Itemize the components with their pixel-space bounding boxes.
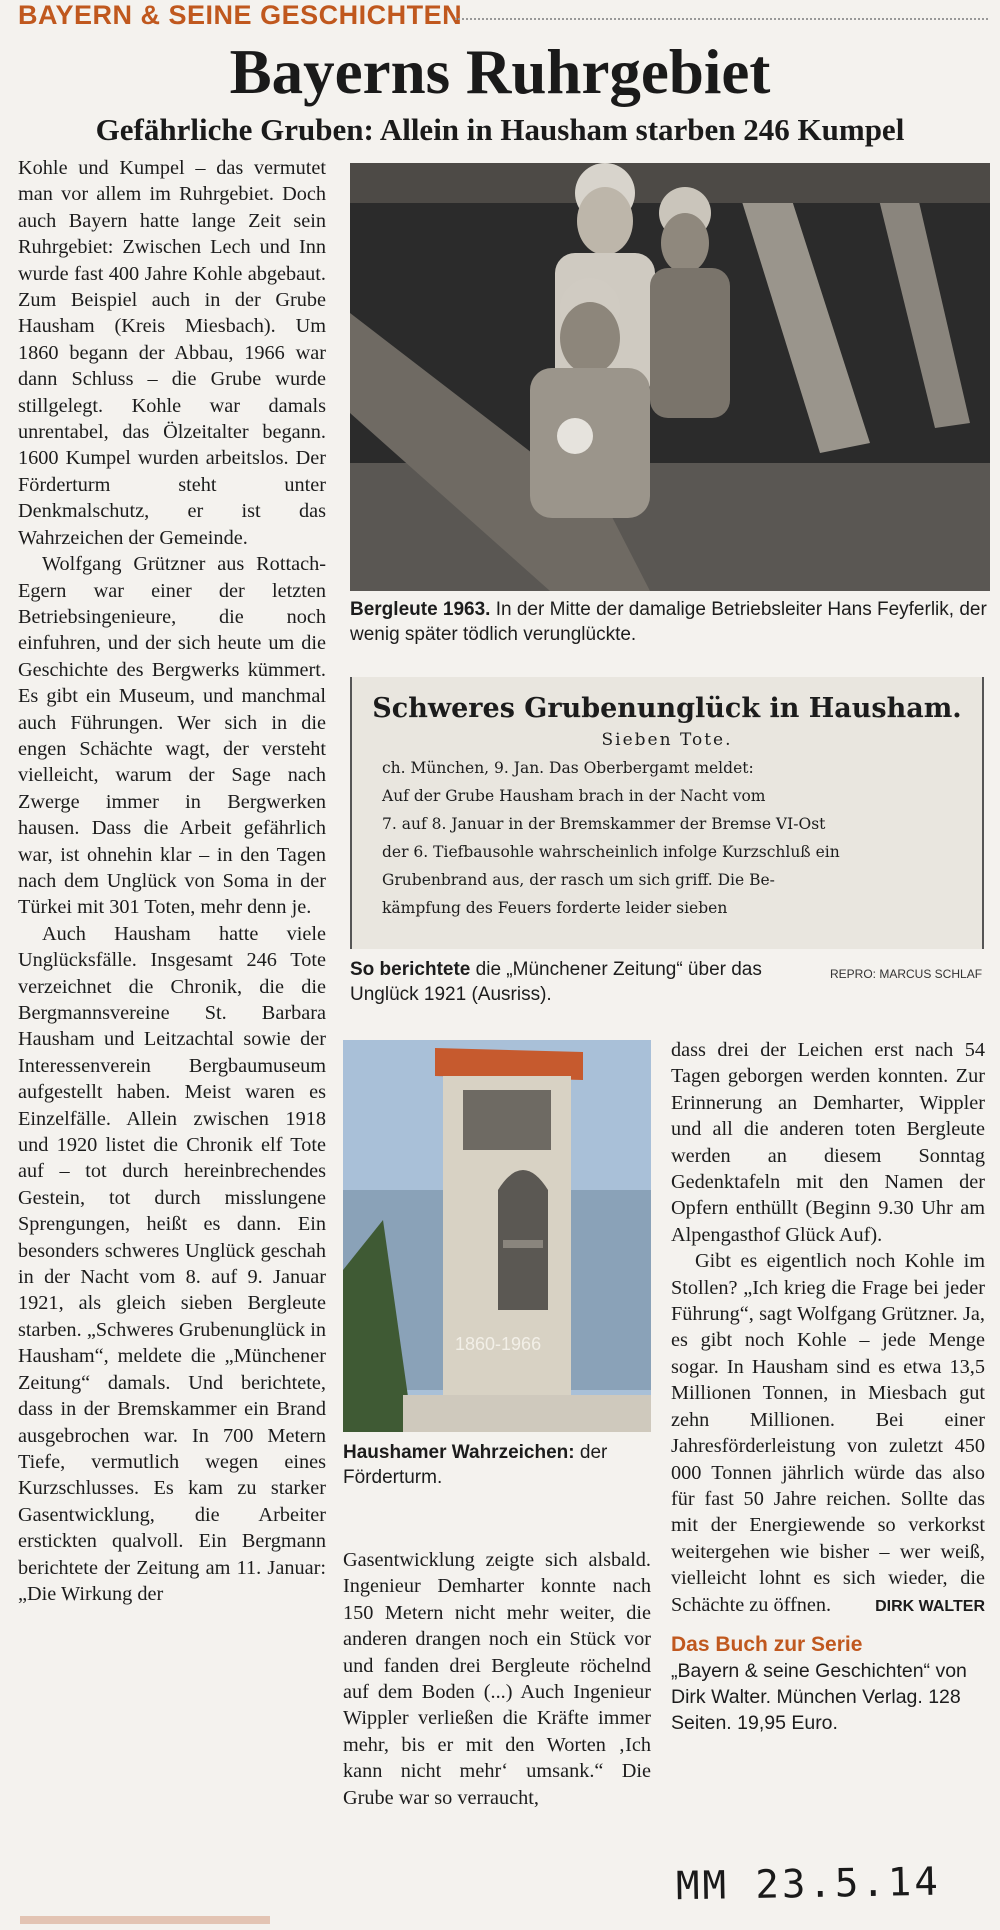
paragraph: Gasentwicklung zeigte sich alsbald. Ingenieur Demharter konnte nach 150 Metern nicht mehr weiter, die anderen drangen noch ein Stück vor und fanden drei Bergleute röchelnd auf dem Boden (...) Auch Ingenieur Wippler verließen die Kräfte immer mehr, bis er mit den Worten ‚Ich kann nicht mehr‘ umsank.“ Die Grube war so verraucht,	[343, 1549, 651, 1809]
author-byline: DIRK WALTER	[875, 1597, 985, 1615]
clipping-line: ch. München, 9. Jan. Das Oberbergamt meldet:	[382, 759, 754, 777]
article-column-3	[671, 1037, 985, 1736]
clipping-line: kämpfung des Feuers forderte leider sieben	[382, 899, 728, 917]
article-column-2	[343, 1547, 651, 1811]
book-title: Das Buch zur Serie	[671, 1632, 863, 1656]
newspaper-clipping	[350, 677, 984, 949]
clipping-line: der 6. Tiefbausohle wahrscheinlich infolge Kurzschluß ein	[382, 843, 840, 861]
paragraph	[671, 1248, 985, 1618]
caption-text: der Förderturm.	[343, 1442, 608, 1488]
book-text: „Bayern & seine Geschichten“ von Dirk Walter. München Verlag. 128 Seiten. 19,95 Euro.	[671, 1660, 967, 1735]
cut-off-strip	[20, 1916, 270, 1924]
tower-inscription: 1860-1966	[455, 1334, 542, 1354]
caption-text: die „Münchener Zeitung“ über das Unglück 1921 (Ausriss).	[350, 959, 762, 1005]
clipping-title: Schweres Grubenunglück in Hausham.	[372, 693, 962, 724]
clipping-line: 7. auf 8. Januar in der Bremskammer der Bremse VI-Ost	[382, 815, 826, 833]
clipping-line: Grubenbrand aus, der rasch um sich griff. Die Be-	[382, 871, 775, 889]
paragraph: Kohle und Kumpel – das vermutet man vor allem im Ruhrgebiet. Doch auch Bayern hatte lange Zeit sein Ruhrgebiet: Zwischen Lech und Inn wurde fast 400 Jahre Kohle abgebaut. Zum Beispiel auch in der Grube Hausham (Kreis Miesbach). Um 1860 begann der Abbau, 1966 war dann Schluss – die Grube wurde stillgelegt. Kohle war damals unrentabel, das Ölzeitalter begann. 1600 Kumpel wurden arbeitslos. Der Förderturm steht unter Denkmalschutz, er ist das Wahrzeichen der Gemeinde.	[18, 157, 326, 549]
subheadline: Gefährliche Gruben: Allein in Hausham starben 246 Kumpel	[95, 112, 905, 147]
caption-lead: So berichtete	[350, 959, 471, 980]
caption-lead: Bergleute 1963.	[350, 599, 491, 620]
clipping-subtitle: Sieben Tote.	[601, 730, 733, 750]
paragraph: Wolfgang Grützner aus Rottach-Egern war einer der letzten Betriebsingenieure, die noch einfuhren, und der sich heute um die Geschichte des Bergwerks kümmert. Es gibt ein Museum, und manchmal auch Führungen. Wer sich in die engen Schächte wagt, der versteht vielleicht, warum der Sage nach Zwerge immer in Bergwerken hausen. Dass die Arbeit gefährlich war, ist ohnehin klar – in den Tagen nach dem Unglück von Soma in der Türkei mit 301 Toten, mehr denn je.	[18, 553, 326, 919]
tower-photo	[343, 1040, 651, 1432]
photo-credit: REPRO: MARCUS SCHLAF	[830, 967, 983, 981]
paragraph: dass drei der Leichen erst nach 54 Tagen geborgen werden konnten. Zur Erinnerung an Demharter, Wippler und all die anderen toten Bergleute werden an diesem Sonntag Gedenktafeln mit den Namen der Opfern enthüllt (Beginn 9.30 Uhr am Alpengasthof Glück Auf).	[671, 1039, 985, 1246]
clipping-line: Auf der Grube Hausham brach in der Nacht vom	[382, 787, 766, 805]
caption-text: In der Mitte der damalige Betriebsleiter Hans Feyferlik, der wenig später tödlich verunglückte.	[350, 599, 987, 645]
miners-photo	[350, 163, 990, 591]
caption-lead: Haushamer Wahrzeichen:	[343, 1442, 575, 1463]
paragraph-text: Gibt es eigentlich noch Kohle im Stollen? „Ich krieg die Frage bei jeder Führung“, sagt Wolfgang Grützner. Ja, es gibt noch Kohle – jede Menge sogar. In Hausham sind es etwa 13,5 Millionen Tonnen, in Miesbach gut zehn Millionen. Bei einer Jahresförderleistung von zuletzt 450 000 Tonnen jährlich würde das also für fast 50 Jahre reichen. Sollte das mit der Energiewende so verkorkst weitergehen wie bisher – wer weiß, vielleicht lohnt es sich wieder, die Schächte zu öffnen.	[671, 1250, 985, 1616]
rubric-divider	[455, 18, 988, 20]
handwritten-note: MM 23.5.14	[675, 1859, 942, 1910]
photo-caption	[350, 597, 990, 647]
paragraph: Auch Hausham hatte viele Unglücksfälle. Insgesamt 246 Tote verzeichnet die Chronik, die die Bergmannsvereine St. Barbara Hausham und Leitzachtal sowie der Interessenverein Bergbaumuseum aufgestellt haben. Meist waren es Einzelfälle. Allein zwischen 1918 und 1920 listet die Chronik elf Tote auf – tot durch hereinbrechendes Gestein, tot durch misslungene Sprengungen, heißt es dann. Ein besonders schweres Unglück geschah in der Nacht vom 8. auf 9. Januar 1921, als gleich sieben Bergleute starben. „Schweres Grubenunglück in Hausham“, meldete die „Münchener Zeitung“ damals. Und berichtete, dass in der Bremskammer ein Brand ausgebrochen war. In 700 Metern Tiefe, vermutlich wegen eines Kurzschlusses. Es kam zu starker Gasentwicklung, die Arbeiter erstickten qualvoll. Ein Bergmann berichtete der Zeitung am 11. Januar: „Die Wirkung der	[18, 922, 326, 1605]
tower-caption	[343, 1440, 651, 1490]
clipping-body	[352, 750, 982, 922]
clipping-caption	[350, 957, 820, 1007]
headline: Bayerns Ruhrgebiet	[229, 37, 771, 107]
rubric: BAYERN & SEINE GESCHICHTEN	[18, 0, 463, 30]
article-column-1	[18, 155, 326, 1607]
